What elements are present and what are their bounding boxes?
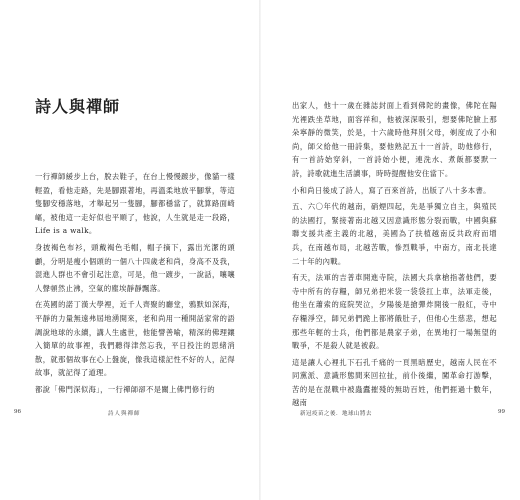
paragraph: 都說「佛門深似海」，一行禪師卻不是關上佛門修行的 (35, 384, 215, 394)
running-head: 新冠疫苗之後．地球山將去 (300, 411, 373, 417)
running-head: 詩人與禪師 (108, 411, 141, 417)
paragraph: 有天，法軍的吉普車開進寺院，法國大兵拿槍指著他們，要寺中所有的存糧，師兄弟把米袋一袋袋扛上車，法軍走後，他坐在蕭索的庭院哭泣，夕陽後是搶彈炸開後一般紅，寺中存糧淨空，師兄弟們跪上都將餓肚子，但他心生慈悲，想起那些年輕的士兵，他們都是農家子弟，在異地打一場無望的戰爭，不是殺人就是被殺。 (292, 273, 497, 351)
paragraph: 這是讓人心裡扎下石孔千痛的一頁黑暗歷史，越南人民在不同黨派、意識形態間來回拉扯，前仆後繼，闖革命打游擊，苦的是在混戰中被蟲蠹摧殘的無助百姓，他們捱過十數年，越南 (292, 357, 497, 408)
right-body-text (292, 99, 497, 410)
left-body-text (35, 170, 235, 397)
paragraph: 小和尚日後成了詩人，寫了百來首詩，出版了八十多本書。 (292, 185, 491, 195)
page-number: 96 (14, 409, 21, 415)
paragraph: 五、六〇年代的越南，硝煙四起，先是爭獨立自主，與殖民的法國打，緊接著南北越又因意識形態分裂而戰，中國與蘇聯支援共產主義的北越，美國為了扶植越南反共政府而增兵，在南越布局，北越苦戰，慘烈戰爭，中南方，南北長達二十年的內戰。 (292, 202, 497, 266)
paragraph: 出家人，他十一歲在雜誌封面上看到佛陀的畫像，佛陀在陽光裡跌坐草地，面容祥和，他被深深吸引，想要佛陀臉上那朵寧靜的微笑，於是，十六歲時他拜別父母，剃度成了小和尚，師父給他一冊詩集，要他熟記五十一首詩，助他修行，有一首詩始穿斜，一首詩始小便，連洗水、煮飯都要默一詩，詩歌就進生活讀事，時時提醒他安住當下。 (292, 101, 497, 178)
paragraph: 身披褐色布衫，頭戴褐色毛帽，帽子摘下，露出光潔的頭顱，分明是瘦小個頭的一個八十四歲老和尚，身高不及我，混進人群也不會引起注意，可是，他一踱步，一說話，嚷嚷人聲頓然止沸，空氣的塵埃靜靜飄落。 (35, 242, 235, 293)
paragraph: 一行禪師緩步上台，脫去鞋子，在台上慢慢踱步，像貓一樣輕盈，看他走路，先是腳跟著地，再溫柔地放平腳掌，等這隻腳安穩落地，才舉起另一隻腳，腳都穩當了，就算路面崎嶇，被他這一走好似也平順了，他說，人生就是走一段路，Life is a walk。 (35, 172, 235, 236)
page-number: 99 (498, 409, 505, 415)
right-page (260, 0, 520, 500)
paragraph: 在英國的諾丁漢大學裡，近千人齊聚的廳堂，鴉默如深海，平靜的力量無遠弗屆地湧開來，老和尚用一種開話家常的語調說地球的永續，講人生處世，他能譬善喻，精深的佛理鑲入簡單的故事裡，我們聽得津然忘我，平日投注的思緒消散，就那個故事在心上盤旋，像我這樣記性不好的人，記得故事，就記得了道理。 (35, 300, 235, 378)
chapter-title: 詩人與禪師 (35, 97, 121, 116)
